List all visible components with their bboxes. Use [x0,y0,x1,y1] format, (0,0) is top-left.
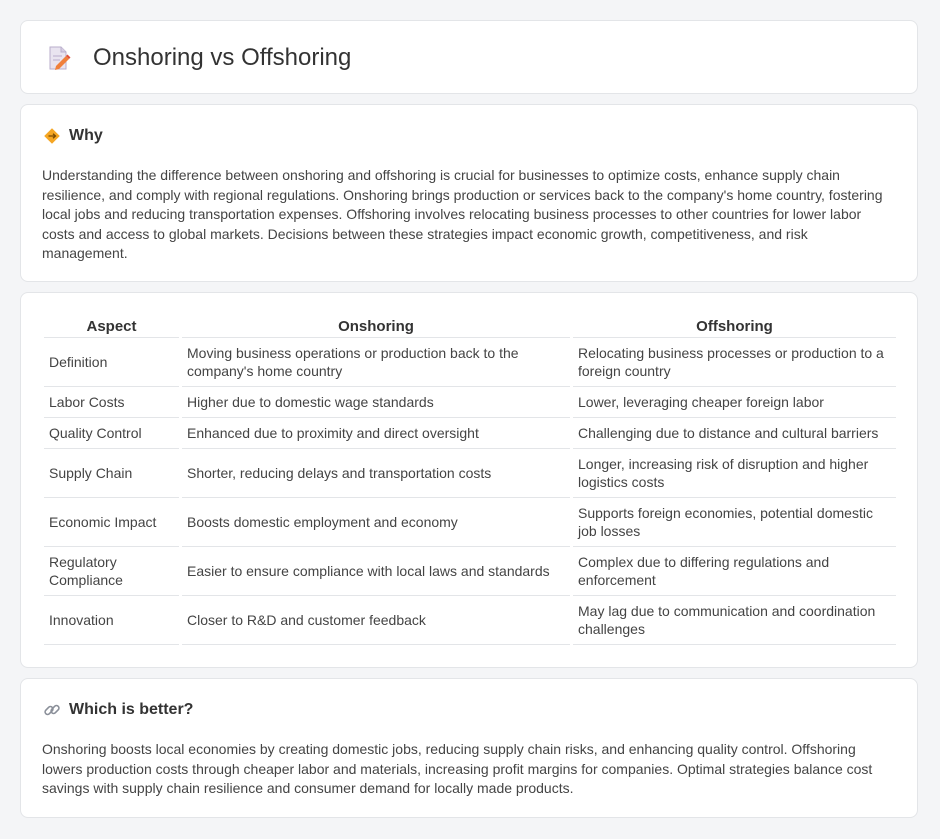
table-row [44,387,896,418]
row-offshoring: Supports foreign economies, potential domestic job losses [573,498,896,547]
row-onshoring: Closer to R&D and customer feedback [182,596,570,645]
why-heading: Why [69,127,103,144]
table-row [44,338,896,387]
better-card [20,678,918,818]
row-onshoring: Enhanced due to proximity and direct oversight [182,418,570,449]
row-aspect: Supply Chain [44,449,179,498]
row-offshoring: Complex due to differing regulations and enforcement [573,547,896,596]
table-row [44,547,896,596]
document-pencil-icon [47,45,71,71]
row-aspect: Definition [44,338,179,387]
why-paragraph: Understanding the difference between onshoring and offshoring is crucial for businesses to optimize costs, enhance supply chain resilience, and comply with regional regulations. Onshoring brings production or services back to the company's home country, fostering local jobs and reducing transportation expenses. Offshoring involves relocating business processes to other countries for lower labor costs and access to global markets. Decisions between these strategies impact economic growth, competitiveness, and risk management. [42,167,883,261]
row-aspect: Economic Impact [44,498,179,547]
row-aspect: Labor Costs [44,387,179,418]
header-onshoring: Onshoring [182,315,570,338]
row-onshoring: Shorter, reducing delays and transportation costs [182,449,570,498]
why-header [43,127,103,145]
row-aspect: Quality Control [44,418,179,449]
row-offshoring: May lag due to communication and coordination challenges [573,596,896,645]
diamond-arrows-icon [43,127,61,145]
row-offshoring: Longer, increasing risk of disruption and higher logistics costs [573,449,896,498]
better-heading: Which is better? [69,701,194,718]
comparison-card [20,292,918,668]
table-row [44,596,896,645]
row-aspect: Innovation [44,596,179,645]
table-header-row [44,315,896,338]
row-offshoring: Challenging due to distance and cultural barriers [573,418,896,449]
table-row [44,418,896,449]
title-row [47,43,351,73]
header-aspect: Aspect [44,315,179,338]
row-offshoring: Relocating business processes or production to a foreign country [573,338,896,387]
row-aspect: Regulatory Compliance [44,547,179,596]
header-offshoring: Offshoring [573,315,896,338]
page-title: Onshoring vs Offshoring [93,44,352,71]
row-offshoring: Lower, leveraging cheaper foreign labor [573,387,896,418]
comparison-table [41,315,899,645]
better-paragraph: Onshoring boosts local economies by creating domestic jobs, reducing supply chain risks, and enhancing quality control. Offshoring lowers production costs through cheaper labor and materials, increasing profit margins for companies. Optimal strategies balance cost savings with supply chain resilience and consumer demand for locally made products. [42,741,873,796]
table-row [44,498,896,547]
row-onshoring: Boosts domestic employment and economy [182,498,570,547]
better-header [43,701,193,719]
title-card [20,20,918,94]
table-row [44,449,896,498]
row-onshoring: Higher due to domestic wage standards [182,387,570,418]
row-onshoring: Moving business operations or production back to the company's home country [182,338,570,387]
row-onshoring: Easier to ensure compliance with local laws and standards [182,547,570,596]
link-icon [43,701,61,719]
why-card [20,104,918,282]
